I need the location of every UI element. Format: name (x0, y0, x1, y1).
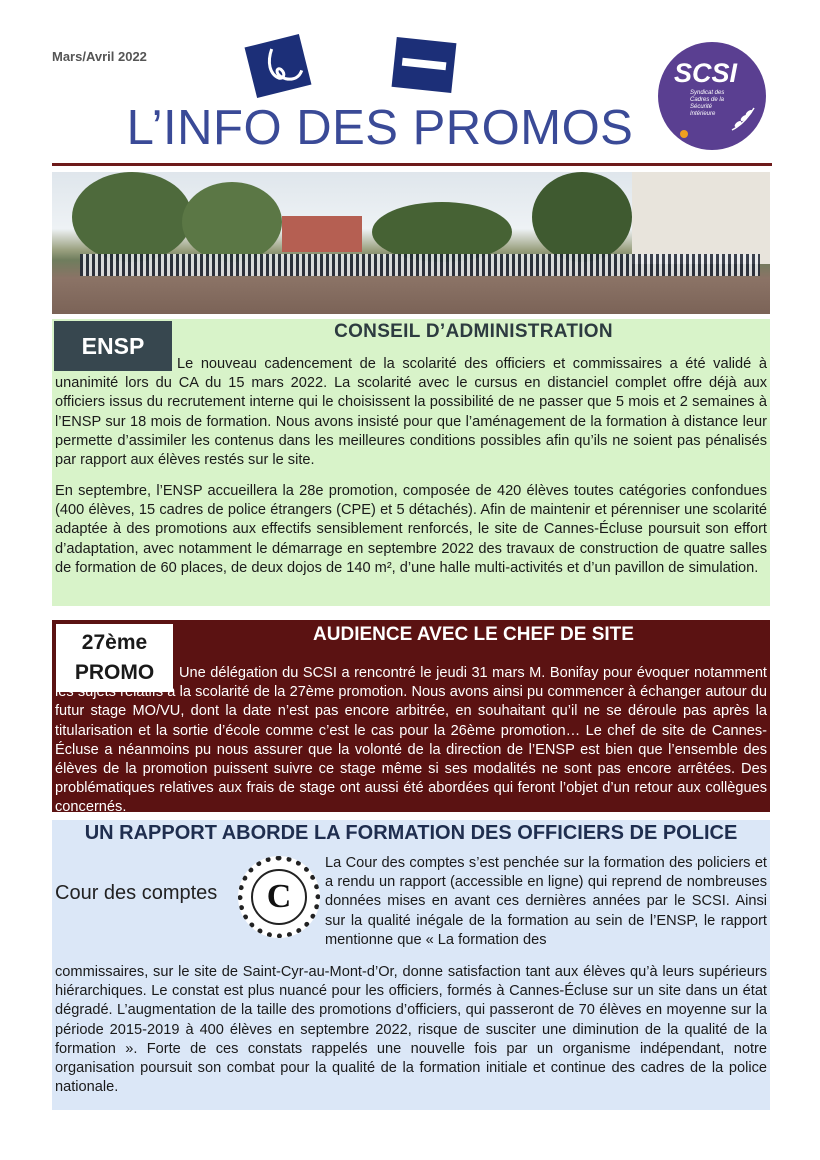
rapport-heading: UN RAPPORT ABORDE LA FORMATION DES OFFICIERS DE POLICE (84, 822, 738, 844)
promo-heading: AUDIENCE AVEC LE CHEF DE SITE (313, 624, 634, 645)
scsi-logo-name: SCSI (674, 58, 738, 88)
ensp-paragraph-2: En septembre, l’ENSP accueillera la 28e promotion, composée de 420 élèves toutes catégories confondues (400 élèves, 15 cadres de police étrangers (CPE) et 5 détachés). Afin de maintenir et pérenniser une scolarité adaptée à des promotions aux effectifs sensiblement renforcés, le site de Cannes-Écluse poursuit son effort d’adaptation, avec notamment le démarrage en septembre 2022 des travaux de construction de quatre salles de formation de 60 places, de deux dojos de 140 m², d’une halle multi-activités et d’un pavillon de simulation. (55, 483, 767, 576)
ensp-heading: CONSEIL D’ADMINISTRATION (334, 321, 613, 342)
formation-ranks (80, 254, 760, 276)
newsletter-title: L’INFO DES PROMOS (126, 101, 634, 155)
issue-date: Mars/Avril 2022 (52, 49, 147, 64)
scsi-logo (658, 42, 766, 150)
ensp-tag: ENSP (54, 321, 172, 371)
laurel-icon (728, 104, 758, 134)
logo-dot (680, 130, 688, 138)
parade-photo (52, 172, 770, 314)
promo-logo-tile-left (245, 34, 312, 98)
rapport-section (52, 820, 770, 1110)
promo-logo-tile-right (392, 37, 457, 93)
promo-section (52, 620, 770, 816)
rapport-paragraph-bottom: commissaires, sur le site de Saint-Cyr-au-Mont-d’Or, donne satisfaction tant aux élèves qu’à leurs supérieurs hiérarchiques. Le constat est plus nuancé pour les officiers, formés à Cannes-Écluse sur un site dans un état dégradé. L’augmentation de la taille des promotions d’officiers, qui passeront de 70 élèves en moyenne sur la période 2015-2019 à 400 élèves en septembre 2022, risque de susciter une diminution de la qualité de la formation ». Forte de ces constats rappelés une nouvelle fois par un organisme indépendant, notre organisation poursuit son combat pour la qualité de la formation initiale et continue des cadres de la police nationale. (55, 964, 767, 1096)
header-rule (52, 163, 772, 166)
scsi-logo-subtitle: Syndicat des Cadres de la Sécurité Intérieure (690, 90, 725, 117)
promo-tag: 27ème PROMO (56, 624, 173, 692)
seal-glyph: C (251, 869, 307, 925)
ensp-paragraph-1: Le nouveau cadencement de la scolarité des officiers et commissaires a été validé à unanimité lors du CA du 15 mars 2022. La scolarité avec le cursus en distanciel complet offre déjà aux officiers issus du recrutement interne qui le choisissent la possibilité de ne passer que 5 mois et 2 semaines à l’ENSP sur 18 mois de formation. Nous avons insisté pour que l’aménagement de la formation à distance leur permette d’assimiler les contenus dans les meilleures conditions possibles afin qu’ils ne soient pas pénalisés par rapport aux élèves restés sur le site. (55, 356, 767, 469)
ensp-section (52, 319, 770, 606)
rapport-paragraph-top: La Cour des comptes s’est penchée sur la formation des policiers et a rendu un rapport (accessible en ligne) qui reprend de nombreuses données mises en avant ces dernières années par le SCSI. Ainsi sur la qualité inégale de la formation au sein de l’ENSP, le rapport mentionne que « La formation des (325, 855, 767, 948)
cour-des-comptes-label: Cour des comptes (55, 882, 218, 904)
cour-des-comptes-seal-icon (238, 856, 320, 938)
promo-paragraph: Une délégation du SCSI a rencontré le jeudi 31 mars M. Bonifay pour évoquer notamment les sujets relatifs à la scolarité de la 27ème promotion. Nous avons ainsi pu commencer à échanger autour du futur stage MO/VU, dont la date n’est pas encore arbitrée, en souhaitant qu’il ne se déroule pas après la titularisation et la sortie d’école comme c’est le cas pour la 26ème promotion… Le chef de site de Cannes-Écluse a néanmoins pu nous assurer que la volonté de la direction de l’ENSP est bien que l’ensemble des élèves de la promotion puissent suivre ce stage même si ses modalités ne sont pas encore arrêtées. Des problématiques relatives aux frais de stage ont aussi été abordées qui feront l’objet d’un retour aux collègues concernés. (55, 665, 767, 816)
